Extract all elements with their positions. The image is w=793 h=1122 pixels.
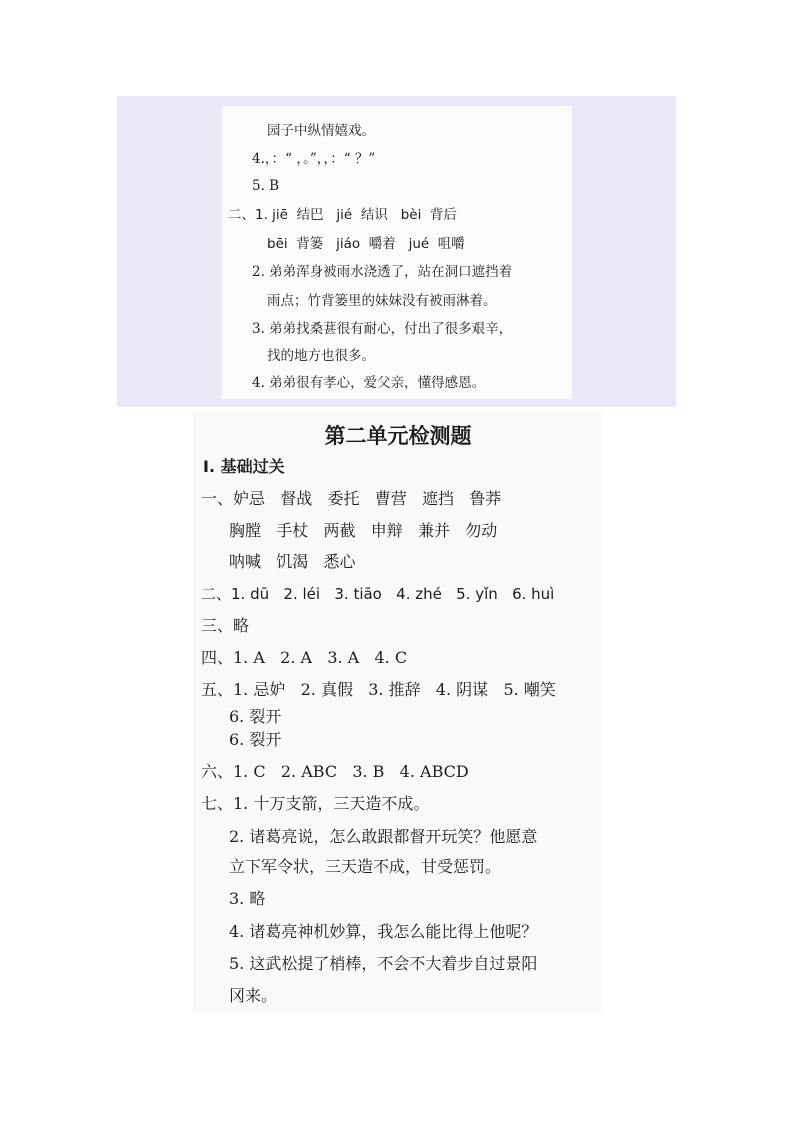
answer-line: 二、1. dū 2. léi 3. tiāo 4. zhé 5. yǐn 6. huì [201, 585, 555, 603]
answer-line: 冈来。 [229, 986, 278, 1005]
answer-line: 6. 裂开 [229, 730, 282, 749]
answer-key-top-section [222, 106, 572, 399]
answer-line: 2. 诸葛亮说，怎么敢跟都督开玩笑？他愿意 [229, 827, 538, 846]
answer-line: 5. B [252, 178, 280, 194]
answer-line: 4. 弟弟很有孝心，爱父亲，懂得感恩。 [252, 375, 486, 391]
section-heading: Ⅰ. 基础过关 [203, 457, 285, 476]
answer-line: 2. 弟弟浑身被雨水浇透了，站在洞口遮挡着 [252, 264, 513, 280]
answer-line: 5. 这武松提了梢棒，不会不大着步自过景阳 [229, 954, 538, 973]
answer-line: 七、1. 十万支箭，三天造不成。 [201, 794, 430, 813]
answer-line: 4.，：“ ，。”，，：“ ？” [252, 151, 376, 167]
answer-line: 园子中纵情嬉戏。 [267, 123, 375, 139]
answer-key-bottom-section [193, 410, 603, 1013]
answer-line: bēi 背篓 jiáo 嚼着 jué 咀嚼 [267, 236, 465, 252]
answer-line: 找的地方也很多。 [267, 348, 375, 364]
answer-line: 四、1. A 2. A 3. A 4. C [201, 648, 408, 667]
answer-line: 6. 裂开 [229, 707, 282, 726]
answer-line: 五、1. 忌妒 2. 真假 3. 推辞 4. 阴谋 5. 嘲笑 [201, 680, 556, 699]
answer-line: 二、1. jiē 结巴 jié 结识 bèi 背后 [228, 207, 457, 223]
answer-line: 三、略 [201, 616, 250, 635]
answer-line: 立下军令状，三天造不成，甘受惩罚。 [229, 857, 502, 876]
answer-line: 胸膛 手杖 两截 申辩 兼并 勿动 [229, 521, 498, 540]
answer-line: 呐喊 饥渴 悉心 [229, 552, 356, 571]
answer-line: 4. 诸葛亮神机妙算，我怎么能比得上他呢？ [229, 922, 538, 941]
answer-line: 雨点；竹背篓里的妹妹没有被雨淋着。 [267, 293, 497, 309]
answer-line: 六、1. C 2. ABC 3. B 4. ABCD [201, 762, 469, 781]
page-title: 第二单元检测题 [324, 424, 472, 448]
answer-line: 3. 略 [229, 889, 266, 908]
answer-line: 3. 弟弟找桑葚很有耐心，付出了很多艰辛， [252, 321, 513, 337]
answer-line: 一、妒忌 督战 委托 曹营 遮挡 鲁莽 [201, 489, 502, 508]
